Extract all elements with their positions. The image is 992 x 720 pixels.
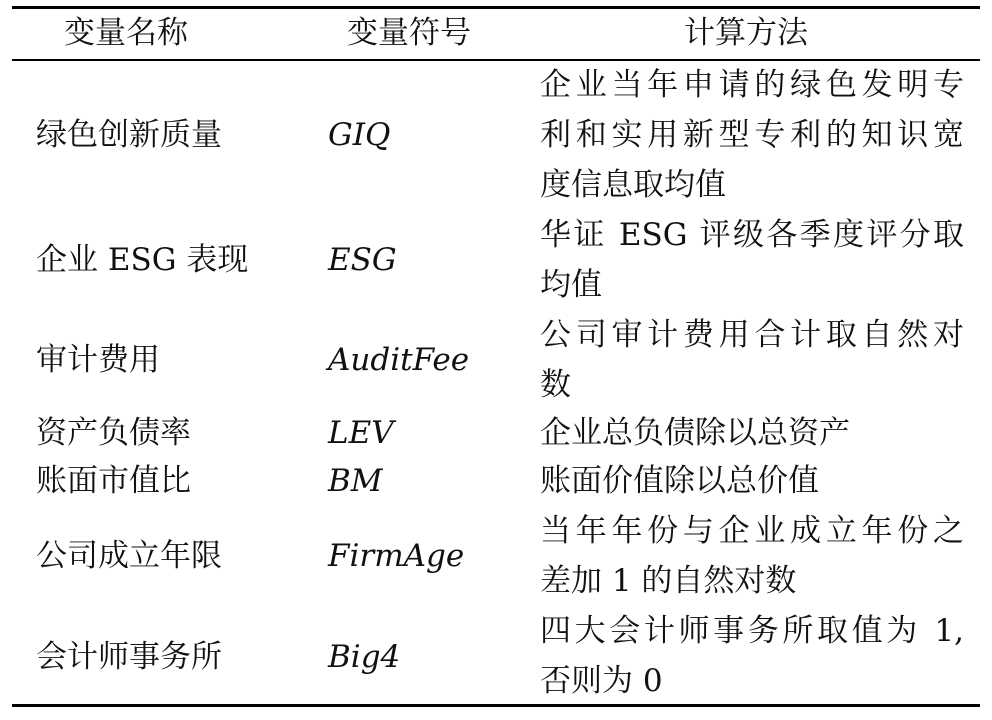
row-6-name: 公司成立年限 (36, 538, 222, 574)
row-4-symbol: LEV (328, 415, 394, 451)
row-4-method-line-1: 企业总负债除以总资产 (540, 415, 850, 451)
row-5-method-line-1: 账面价值除以总价值 (540, 463, 819, 499)
row-1-method (540, 60, 964, 210)
header-variable-symbol: 变量符号 (347, 15, 471, 51)
row-3-method-line-1: 公司审计费用合计取自然对 (540, 317, 964, 353)
row-5-symbol: BM (328, 463, 383, 499)
header-variable-name: 变量名称 (64, 15, 188, 51)
row-3-method (540, 310, 964, 410)
row-2-method (540, 210, 964, 310)
row-2-symbol: ESG (328, 242, 397, 278)
row-1-method-line-3: 度信息取均值 (540, 167, 726, 203)
row-6-method-line-2: 差加 1 的自然对数 (540, 563, 797, 599)
row-4-name: 资产负债率 (36, 415, 191, 451)
header-calculation-method: 计算方法 (684, 15, 808, 51)
row-3-symbol: AuditFee (328, 342, 470, 378)
row-2-method-line-2: 均值 (540, 267, 602, 303)
row-2-method-line-1: 华证 ESG 评级各季度评分取 (540, 217, 964, 253)
row-1-method-line-2: 利和实用新型专利的知识宽 (540, 117, 964, 153)
table-bottom-rule (12, 704, 980, 707)
row-7-method-line-2: 否则为 0 (540, 663, 663, 699)
row-2-name: 企业 ESG 表现 (36, 242, 249, 278)
row-6-method (540, 506, 964, 606)
row-1-symbol: GIQ (328, 117, 391, 153)
row-4-method (540, 408, 964, 458)
row-3-method-line-2: 数 (540, 367, 571, 403)
row-1-method-line-1: 企业当年申请的绿色发明专 (540, 67, 964, 103)
row-7-symbol: Big4 (328, 639, 401, 675)
row-6-method-line-1: 当年年份与企业成立年份之 (540, 513, 964, 549)
row-5-method (540, 456, 964, 506)
row-7-name: 会计师事务所 (36, 639, 222, 675)
row-7-method-line-1: 四大会计师事务所取值为 1, (540, 613, 964, 649)
row-1-name: 绿色创新质量 (36, 117, 222, 153)
row-5-name: 账面市值比 (36, 463, 191, 499)
row-7-method (540, 606, 964, 706)
row-3-name: 审计费用 (36, 342, 160, 378)
row-6-symbol: FirmAge (328, 538, 465, 574)
